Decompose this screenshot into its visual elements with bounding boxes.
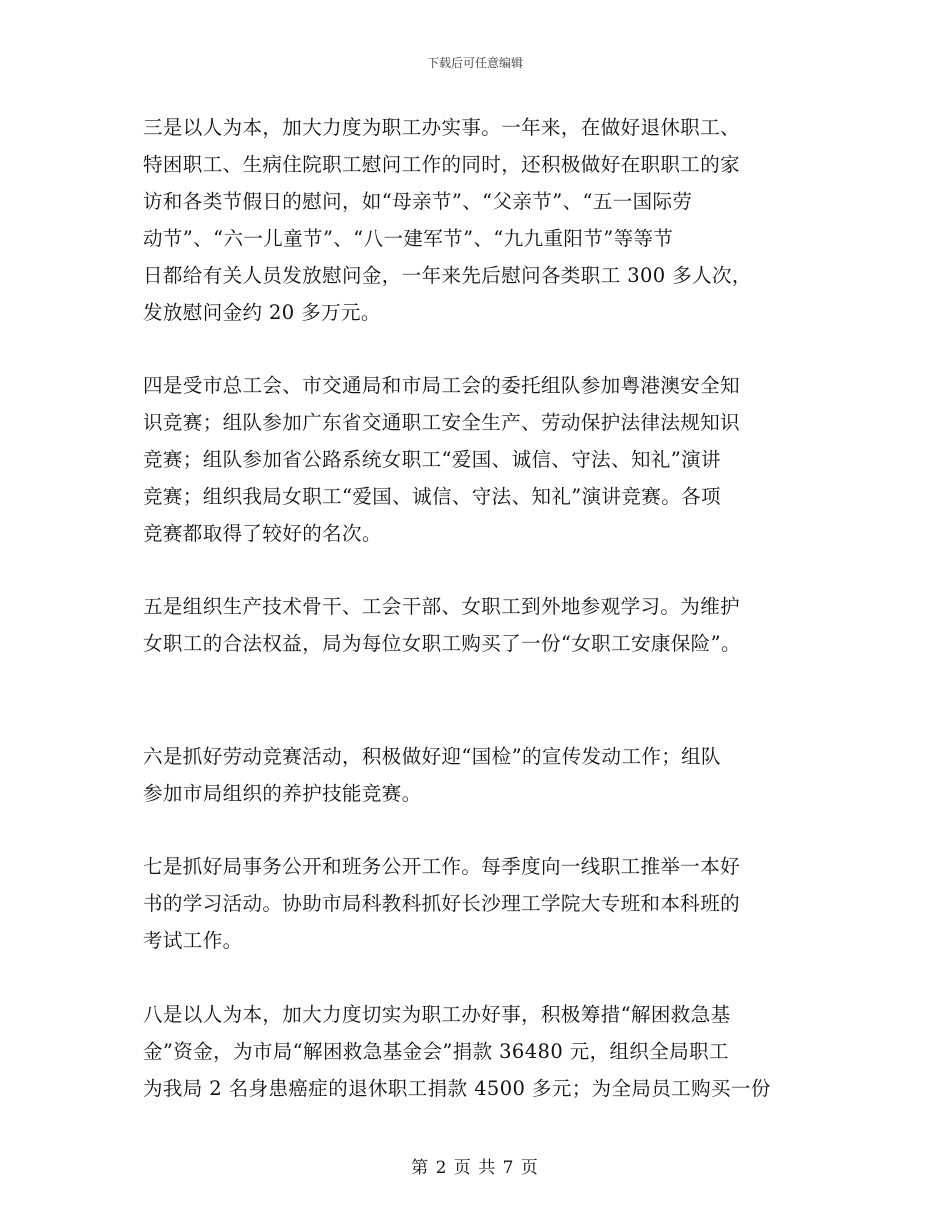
text-line: 四是受市总工会、市交通局和市局工会的委托组队参加粤港澳安全知 [143,374,741,397]
paragraph-5 [143,588,813,662]
text-line: 识竞赛；组队参加广东省交通职工安全生产、劳动保护法律法规知识 [143,411,741,434]
text-line: 书的学习活动。协助市局科教科抓好长沙理工学院大专班和本科班的 [143,892,741,915]
paragraph-6 [143,738,813,812]
text-line: 特困职工、生病住院职工慰问工作的同时，还积极做好在职职工的家 [143,153,741,176]
text-line: 六是抓好劳动竞赛活动，积极做好迎“国检”的宣传发动工作；组队 [143,745,721,768]
text-line: 考试工作。 [143,929,243,952]
paragraph-7 [143,848,813,959]
text-line: 为我局 2 名身患癌症的退休职工捐款 4500 多元；为全局员工购买一份 [143,1077,771,1100]
page-header: 下载后可任意编辑 [426,56,523,70]
paragraph-3 [143,109,813,331]
paragraph-4 [143,367,813,552]
text-line: 动节”、“六一儿童节”、“八一建军节”、“九九重阳节”等等节 [143,227,674,250]
text-line: 竞赛都取得了较好的名次。 [143,522,382,545]
text-line: 参加市局组织的养护技能竞赛。 [143,782,422,805]
text-line: 访和各类节假日的慰问，如“母亲节”、“父亲节”、“五一国际劳 [143,190,693,213]
text-line: 竞赛；组织我局女职工“爱国、诚信、守法、知礼”演讲竞赛。各项 [143,485,721,508]
text-line: 竞赛；组队参加省公路系统女职工“爱国、诚信、守法、知礼”演讲 [143,448,721,471]
text-line: 五是组织生产技术骨干、工会干部、女职工到外地参观学习。为维护 [143,595,741,618]
text-line: 七是抓好局事务公开和班务公开工作。每季度向一线职工推举一本好 [143,855,741,878]
text-line: 发放慰问金约 20 多万元。 [143,301,381,324]
text-line: 女职工的合法权益，局为每位女职工购买了一份“女职工安康保险”。 [143,632,741,655]
paragraph-8 [143,996,813,1107]
page-number-footer: 第 2 页 共 7 页 [411,1158,539,1178]
text-line: 三是以人为本，加大力度为职工办实事。一年来，在做好退休职工、 [143,116,741,139]
text-line: 日都给有关人员发放慰问金，一年来先后慰问各类职工 300 多人次， [143,264,752,287]
text-line: 八是以人为本，加大力度切实为职工办好事，积极筹措“解困救急基 [143,1003,731,1026]
text-line: 金”资金，为市局“解困救急基金会”捐款 36480 元，组织全局职工 [143,1040,729,1063]
